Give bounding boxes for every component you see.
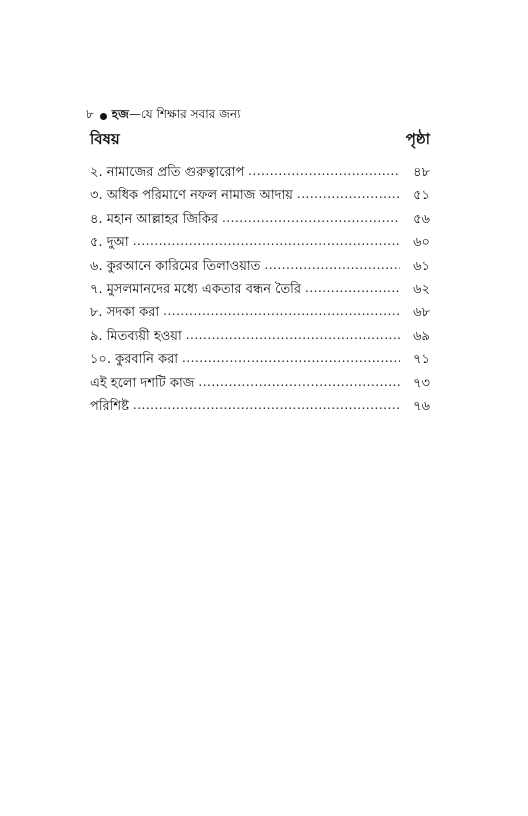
toc-entry-title: ৭. মুসলমানদের মধ্যে একতার বন্ধন তৈরি <box>90 281 302 297</box>
dot-leader <box>163 303 400 316</box>
toc-entry-page: ৭৩ <box>413 375 430 391</box>
toc-entry-page: ৫১ <box>413 188 430 204</box>
toc-entry-page: ৬৮ <box>413 305 430 321</box>
table-of-contents <box>90 163 430 420</box>
toc-entry-page: ৬১ <box>413 258 430 274</box>
toc-entry <box>90 280 430 303</box>
toc-entry-page: ৭৬ <box>413 398 430 414</box>
toc-entry-title: ৮. সদকা করা <box>90 305 160 321</box>
toc-entry-title: পরিশিষ্ট <box>90 398 129 414</box>
dot-leader <box>222 210 400 223</box>
bullet-icon <box>100 113 107 120</box>
toc-entry-title: ৬. কুরআনে কারিমের তিলাওয়াত <box>90 258 261 274</box>
toc-entry <box>90 163 430 186</box>
toc-entry <box>90 186 430 209</box>
page-number: ৮ <box>86 107 94 121</box>
toc-entry-title: ৪. মহান আল্লাহর জিকির <box>90 211 219 227</box>
toc-entry <box>90 303 430 326</box>
toc-entry <box>90 210 430 233</box>
toc-entry-title: ৩. অধিক পরিমাণে নফল নামাজ আদায় <box>90 188 293 204</box>
toc-entry-page: ৬২ <box>413 281 430 297</box>
dot-leader <box>133 397 400 410</box>
toc-entry-page: ৭১ <box>413 352 430 368</box>
toc-entry-title: এই হলো দশটি কাজ <box>90 375 195 391</box>
toc-entry-title: ১০. কুরবানি করা <box>90 352 179 368</box>
toc-entry-page: ৫৬ <box>413 211 430 227</box>
toc-column-headers <box>90 128 430 153</box>
dot-leader <box>133 233 400 246</box>
dot-leader <box>248 163 400 176</box>
book-subtitle: —যে শিক্ষার সবার জন্য <box>128 107 241 121</box>
toc-entry-title: ৫. দুআ <box>90 235 129 251</box>
toc-entry <box>90 233 430 256</box>
dot-leader <box>182 350 400 363</box>
toc-entry <box>90 327 430 350</box>
dot-leader <box>264 257 400 270</box>
subject-heading: বিষয় <box>90 130 120 148</box>
page-heading: পৃষ্ঠা <box>405 130 430 148</box>
toc-entry-title: ২. নামাজের প্রতি গুরুত্বারোপ <box>90 165 245 180</box>
toc-entry <box>90 257 430 280</box>
toc-entry-page: ৪৮ <box>413 165 430 180</box>
toc-entry-title: ৯. মিতব্যয়ী হওয়া <box>90 328 182 344</box>
dot-leader <box>297 186 400 199</box>
toc-entry <box>90 397 430 420</box>
running-head <box>86 106 240 126</box>
book-title: হজ <box>111 107 129 121</box>
dot-leader <box>198 374 400 387</box>
dot-leader <box>186 327 400 340</box>
toc-entry <box>90 374 430 397</box>
toc-entry <box>90 350 430 373</box>
toc-entry-page: ৬০ <box>413 235 430 251</box>
toc-entry-page: ৬৯ <box>413 328 430 344</box>
dot-leader <box>305 280 400 293</box>
